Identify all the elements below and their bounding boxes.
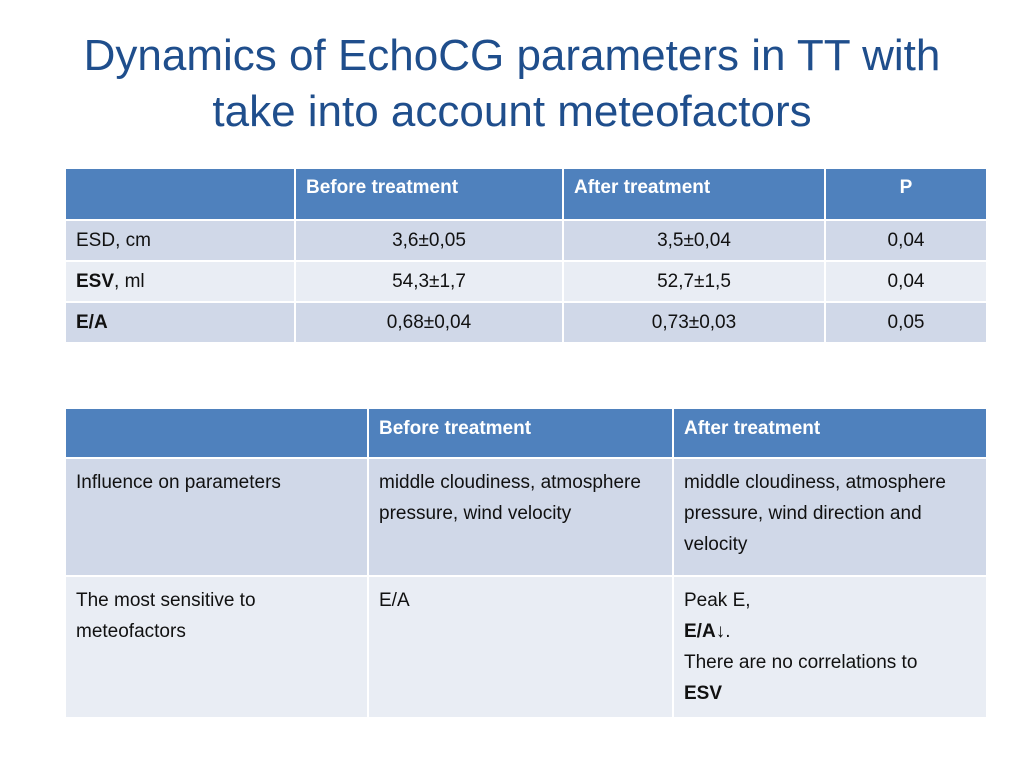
row-label xyxy=(65,261,295,302)
table-row xyxy=(65,458,987,576)
row-label-bold: E/A xyxy=(76,311,108,333)
header-before-treatment: Before treatment xyxy=(295,168,563,220)
cell-p: 0,05 xyxy=(825,302,987,343)
row-label-rest: ESD, cm xyxy=(76,229,151,251)
row-label xyxy=(65,302,295,343)
slide-title: Dynamics of EchoCG parameters in TT with take into account meteofactors xyxy=(83,31,941,136)
table-header-row xyxy=(65,408,987,458)
after-line-2 xyxy=(684,616,976,647)
header-after-treatment: After treatment xyxy=(563,168,825,220)
table-row xyxy=(65,261,987,302)
cell-after: 0,73±0,03 xyxy=(563,302,825,343)
row-label-rest: , ml xyxy=(114,270,145,292)
after-line-2-bold: E/A xyxy=(684,621,716,642)
cell-after: 3,5±0,04 xyxy=(563,220,825,261)
cell-before: E/A xyxy=(368,576,673,718)
cell-before: middle cloudiness, atmosphere pressure, wind velocity xyxy=(368,458,673,576)
header-p: P xyxy=(825,168,987,220)
cell-after: 52,7±1,5 xyxy=(563,261,825,302)
row-label-bold: ESV xyxy=(76,270,115,292)
cell-after: middle cloudiness, atmosphere pressure, wind direction and velocity xyxy=(673,458,987,576)
after-line-3: There are no correlations to xyxy=(684,652,918,673)
cell-before: 0,68±0,04 xyxy=(295,302,563,343)
header-before-treatment: Before treatment xyxy=(368,408,673,458)
after-line-1: Peak E, xyxy=(684,590,751,611)
row-label: Influence on parameters xyxy=(65,458,368,576)
header-empty xyxy=(65,408,368,458)
cell-p: 0,04 xyxy=(825,220,987,261)
after-line-2-rest: ↓. xyxy=(715,621,731,642)
table-row xyxy=(65,220,987,261)
cell-after xyxy=(673,576,987,718)
meteofactors-table xyxy=(64,407,988,719)
header-empty xyxy=(65,168,295,220)
table-row xyxy=(65,302,987,343)
cell-before: 54,3±1,7 xyxy=(295,261,563,302)
row-label: The most sensitive to meteofactors xyxy=(65,576,368,718)
echocg-parameters-table xyxy=(64,167,988,344)
table-header-row xyxy=(65,168,987,220)
table-row xyxy=(65,576,987,718)
after-line-4: ESV xyxy=(684,683,723,704)
cell-p: 0,04 xyxy=(825,261,987,302)
row-label xyxy=(65,220,295,261)
cell-before: 3,6±0,05 xyxy=(295,220,563,261)
header-after-treatment: After treatment xyxy=(673,408,987,458)
